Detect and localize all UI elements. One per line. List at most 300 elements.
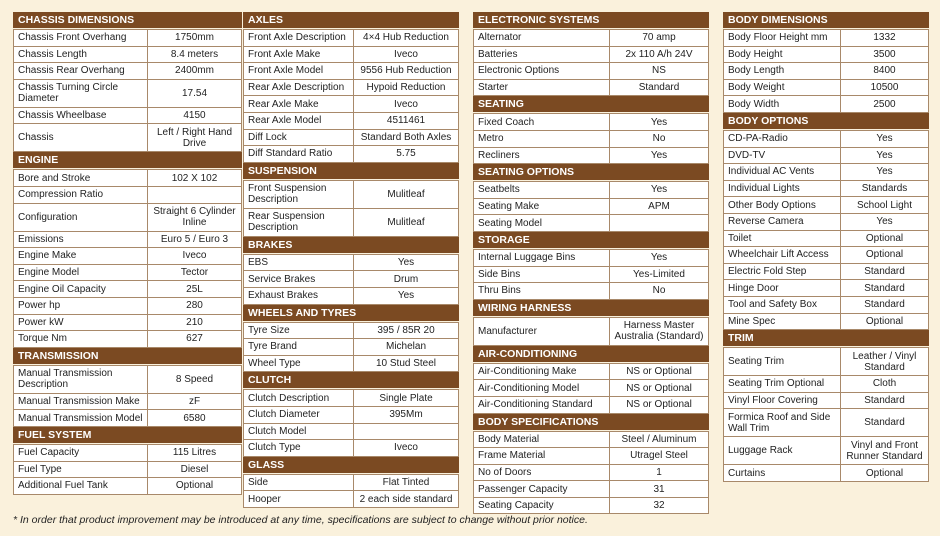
spec-row: [244, 287, 459, 304]
spec-value: Mulitleaf: [354, 180, 459, 208]
spec-value: 31: [610, 481, 709, 498]
spec-row: [474, 283, 709, 300]
spec-table: [473, 431, 709, 515]
spec-label: Front Suspension Description: [244, 180, 354, 208]
section-header: TRIM: [723, 330, 929, 347]
spec-label: Curtains: [724, 465, 841, 482]
spec-column-1: [13, 12, 242, 495]
spec-value: 2x 110 A/h 24V: [610, 46, 709, 63]
spec-label: Reverse Camera: [724, 213, 841, 230]
spec-value: Tector: [148, 264, 242, 281]
spec-label: Chassis Front Overhang: [14, 30, 148, 47]
spec-value: 3500: [841, 46, 929, 63]
spec-label: Tool and Safety Box: [724, 296, 841, 313]
spec-section: [243, 305, 459, 373]
spec-value: Iveco: [354, 96, 459, 113]
spec-row: [724, 130, 929, 147]
section-header: ELECTRONIC SYSTEMS: [473, 12, 709, 29]
spec-value: Utragel Steel: [610, 448, 709, 465]
spec-row: [724, 63, 929, 80]
spec-value: Yes: [610, 249, 709, 266]
spec-value: No: [610, 283, 709, 300]
section-header: WHEELS AND TYRES: [243, 305, 459, 322]
spec-row: [14, 63, 242, 80]
spec-section: [723, 12, 929, 113]
spec-row: [474, 249, 709, 266]
spec-value: Optional: [841, 230, 929, 247]
spec-value: 395Mm: [354, 406, 459, 423]
spec-label: Service Brakes: [244, 271, 354, 288]
spec-label: Chassis: [14, 124, 148, 152]
spec-value: 2 each side standard: [354, 491, 459, 508]
spec-value: 1: [610, 464, 709, 481]
section-header: GLASS: [243, 457, 459, 474]
spec-row: [14, 478, 242, 495]
spec-row: [244, 491, 459, 508]
spec-label: Mine Spec: [724, 313, 841, 330]
spec-row: [14, 107, 242, 124]
spec-value: 8 Speed: [148, 365, 242, 393]
spec-section: [13, 348, 242, 427]
spec-row: [244, 254, 459, 271]
spec-value: [610, 215, 709, 232]
spec-label: Tyre Size: [244, 322, 354, 339]
spec-value: 10 Stud Steel: [354, 355, 459, 372]
spec-label: Engine Model: [14, 264, 148, 281]
spec-label: Wheel Type: [244, 355, 354, 372]
spec-row: [14, 231, 242, 248]
section-header: FUEL SYSTEM: [13, 427, 242, 444]
spec-value: 4150: [148, 107, 242, 124]
spec-label: Wheelchair Lift Access: [724, 247, 841, 264]
spec-value: School Light: [841, 197, 929, 214]
spec-label: Starter: [474, 79, 610, 96]
spec-row: [724, 409, 929, 437]
spec-value: Hypoid Reduction: [354, 79, 459, 96]
spec-value: 9556 Hub Reduction: [354, 63, 459, 80]
spec-column-3: [473, 12, 709, 514]
spec-label: Fixed Coach: [474, 114, 610, 131]
spec-value: Yes: [610, 147, 709, 164]
spec-row: [724, 247, 929, 264]
spec-table: [243, 29, 459, 163]
spec-row: [724, 46, 929, 63]
spec-row: [14, 444, 242, 461]
spec-table: [473, 249, 709, 300]
spec-value: Yes: [354, 254, 459, 271]
spec-row: [244, 46, 459, 63]
spec-value: Optional: [841, 247, 929, 264]
spec-value: Iveco: [354, 46, 459, 63]
spec-label: Air-Conditioning Model: [474, 380, 610, 397]
spec-label: Alternator: [474, 30, 610, 47]
spec-table: [723, 347, 929, 482]
spec-row: [14, 264, 242, 281]
spec-row: [724, 437, 929, 465]
spec-label: Other Body Options: [724, 197, 841, 214]
spec-label: Seating Trim: [724, 348, 841, 376]
spec-row: [474, 396, 709, 413]
section-header: ENGINE: [13, 152, 242, 169]
spec-table: [473, 317, 709, 346]
spec-value: Michelan: [354, 339, 459, 356]
spec-row: [724, 96, 929, 113]
spec-value: 5.75: [354, 146, 459, 163]
spec-row: [724, 164, 929, 181]
spec-row: [724, 197, 929, 214]
spec-row: [14, 30, 242, 47]
spec-value: Yes: [610, 114, 709, 131]
spec-table: [473, 363, 709, 414]
spec-row: [724, 280, 929, 297]
spec-row: [244, 208, 459, 236]
spec-row: [724, 296, 929, 313]
spec-label: Fuel Capacity: [14, 444, 148, 461]
spec-label: Front Axle Make: [244, 46, 354, 63]
spec-label: No of Doors: [474, 464, 610, 481]
spec-label: Frame Material: [474, 448, 610, 465]
spec-label: Formica Roof and Side Wall Trim: [724, 409, 841, 437]
spec-row: [244, 146, 459, 163]
spec-value: Diesel: [148, 461, 242, 478]
spec-value: Standard: [841, 409, 929, 437]
spec-value: 6580: [148, 410, 242, 427]
spec-row: [724, 213, 929, 230]
spec-section: [723, 330, 929, 482]
spec-value: Yes: [841, 130, 929, 147]
spec-label: Body Material: [474, 431, 610, 448]
spec-label: Electric Fold Step: [724, 263, 841, 280]
spec-label: Torque Nm: [14, 331, 148, 348]
spec-value: NS or Optional: [610, 363, 709, 380]
spec-label: Vinyl Floor Covering: [724, 392, 841, 409]
section-header: BODY DIMENSIONS: [723, 12, 929, 29]
spec-value: Straight 6 Cylinder Inline: [148, 203, 242, 231]
spec-label: Side: [244, 474, 354, 491]
spec-label: Additional Fuel Tank: [14, 478, 148, 495]
spec-label: Power hp: [14, 297, 148, 314]
spec-section: [473, 164, 709, 232]
spec-label: Manual Transmission Model: [14, 410, 148, 427]
spec-row: [724, 313, 929, 330]
spec-row: [244, 440, 459, 457]
spec-value: 8400: [841, 63, 929, 80]
spec-row: [474, 497, 709, 514]
spec-section: [243, 237, 459, 305]
spec-row: [724, 376, 929, 393]
spec-value: 627: [148, 331, 242, 348]
spec-table: [723, 29, 929, 113]
spec-table: [473, 181, 709, 232]
spec-value: Drum: [354, 271, 459, 288]
spec-label: Individual AC Vents: [724, 164, 841, 181]
spec-label: Seating Trim Optional: [724, 376, 841, 393]
spec-value: 17.54: [148, 79, 242, 107]
spec-label: Recliners: [474, 147, 610, 164]
spec-label: Side Bins: [474, 266, 610, 283]
spec-label: Internal Luggage Bins: [474, 249, 610, 266]
spec-row: [244, 112, 459, 129]
spec-row: [474, 266, 709, 283]
spec-section: [473, 414, 709, 515]
spec-value: Yes: [610, 182, 709, 199]
spec-table: [243, 254, 459, 305]
section-header: BRAKES: [243, 237, 459, 254]
spec-value: 4511461: [354, 112, 459, 129]
spec-row: [14, 281, 242, 298]
spec-table: [13, 169, 242, 347]
section-header: SEATING: [473, 96, 709, 113]
spec-column-2: [243, 12, 459, 508]
spec-row: [14, 331, 242, 348]
spec-label: Front Axle Model: [244, 63, 354, 80]
spec-row: [244, 129, 459, 146]
spec-section: [473, 12, 709, 96]
spec-label: Seating Capacity: [474, 497, 610, 514]
spec-label: Body Height: [724, 46, 841, 63]
spec-table: [473, 113, 709, 164]
spec-label: Configuration: [14, 203, 148, 231]
spec-label: Chassis Length: [14, 46, 148, 63]
spec-row: [474, 46, 709, 63]
spec-label: Body Floor Height mm: [724, 30, 841, 47]
spec-section: [473, 96, 709, 164]
spec-value: Left / Right Hand Drive: [148, 124, 242, 152]
spec-value: NS: [610, 63, 709, 80]
spec-label: Tyre Brand: [244, 339, 354, 356]
spec-row: [14, 461, 242, 478]
spec-value: Yes: [841, 147, 929, 164]
spec-label: Emissions: [14, 231, 148, 248]
spec-label: Individual Lights: [724, 180, 841, 197]
spec-value: Leather / Vinyl Standard: [841, 348, 929, 376]
spec-value: Flat Tinted: [354, 474, 459, 491]
spec-label: CD-PA-Radio: [724, 130, 841, 147]
spec-label: EBS: [244, 254, 354, 271]
spec-value: Standard: [841, 280, 929, 297]
spec-label: Seatbelts: [474, 182, 610, 199]
spec-label: Clutch Type: [244, 440, 354, 457]
section-header: TRANSMISSION: [13, 348, 242, 365]
spec-label: Power kW: [14, 314, 148, 331]
spec-row: [244, 423, 459, 440]
spec-value: [354, 423, 459, 440]
spec-row: [474, 448, 709, 465]
spec-value: 10500: [841, 79, 929, 96]
spec-label: Clutch Diameter: [244, 406, 354, 423]
spec-value: 25L: [148, 281, 242, 298]
spec-value: Iveco: [354, 440, 459, 457]
spec-value: Steel / Aluminum: [610, 431, 709, 448]
spec-value: Optional: [841, 465, 929, 482]
spec-row: [474, 79, 709, 96]
spec-section: [13, 427, 242, 495]
section-header: BODY OPTIONS: [723, 113, 929, 130]
spec-table: [13, 365, 242, 427]
spec-value: zF: [148, 393, 242, 410]
spec-label: Front Axle Description: [244, 30, 354, 47]
spec-value: 210: [148, 314, 242, 331]
spec-row: [474, 198, 709, 215]
spec-row: [474, 431, 709, 448]
spec-row: [724, 79, 929, 96]
spec-row: [14, 186, 242, 203]
spec-label: Rear Axle Make: [244, 96, 354, 113]
spec-label: Rear Suspension Description: [244, 208, 354, 236]
spec-row: [244, 30, 459, 47]
spec-label: Manual Transmission Description: [14, 365, 148, 393]
spec-section: [13, 12, 242, 152]
spec-value: Optional: [841, 313, 929, 330]
spec-label: Chassis Rear Overhang: [14, 63, 148, 80]
spec-row: [14, 314, 242, 331]
spec-value: APM: [610, 198, 709, 215]
spec-value: Optional: [148, 478, 242, 495]
spec-row: [724, 465, 929, 482]
spec-label: Body Length: [724, 63, 841, 80]
spec-row: [474, 147, 709, 164]
spec-value: Standard: [841, 392, 929, 409]
spec-row: [724, 180, 929, 197]
spec-row: [474, 215, 709, 232]
spec-label: Engine Make: [14, 248, 148, 265]
spec-label: Electronic Options: [474, 63, 610, 80]
section-header: SEATING OPTIONS: [473, 164, 709, 181]
spec-row: [474, 63, 709, 80]
spec-section: [723, 113, 929, 330]
spec-table: [243, 474, 459, 508]
spec-row: [474, 114, 709, 131]
spec-row: [724, 30, 929, 47]
spec-table: [243, 322, 459, 373]
spec-row: [14, 365, 242, 393]
spec-section: [473, 346, 709, 414]
spec-label: Clutch Model: [244, 423, 354, 440]
spec-table: [723, 130, 929, 330]
spec-row: [14, 393, 242, 410]
spec-value: Yes: [841, 213, 929, 230]
spec-value: Standard: [841, 263, 929, 280]
spec-label: Manufacturer: [474, 317, 610, 345]
spec-row: [474, 30, 709, 47]
spec-row: [244, 96, 459, 113]
spec-row: [244, 322, 459, 339]
spec-label: Toilet: [724, 230, 841, 247]
spec-value: Euro 5 / Euro 3: [148, 231, 242, 248]
spec-section: [243, 372, 459, 456]
spec-row: [14, 79, 242, 107]
spec-row: [244, 390, 459, 407]
spec-value: Harness Master Australia (Standard): [610, 317, 709, 345]
spec-row: [244, 339, 459, 356]
spec-label: Rear Axle Description: [244, 79, 354, 96]
spec-value: Yes-Limited: [610, 266, 709, 283]
footnote: * In order that product improvement may be introduced at any time, specifications are subject to change without prior notice.: [13, 514, 588, 526]
spec-value: Yes: [354, 287, 459, 304]
spec-value: 32: [610, 497, 709, 514]
spec-label: Air-Conditioning Standard: [474, 396, 610, 413]
spec-label: Chassis Wheelbase: [14, 107, 148, 124]
spec-label: Thru Bins: [474, 283, 610, 300]
spec-row: [14, 410, 242, 427]
spec-row: [474, 481, 709, 498]
spec-row: [474, 363, 709, 380]
spec-row: [244, 63, 459, 80]
spec-value: Single Plate: [354, 390, 459, 407]
spec-table: [473, 29, 709, 96]
spec-label: Rear Axle Model: [244, 112, 354, 129]
spec-label: Clutch Description: [244, 390, 354, 407]
spec-label: Bore and Stroke: [14, 170, 148, 187]
spec-row: [14, 203, 242, 231]
spec-value: 2400mm: [148, 63, 242, 80]
spec-value: 280: [148, 297, 242, 314]
spec-label: Luggage Rack: [724, 437, 841, 465]
spec-value: [148, 186, 242, 203]
spec-row: [244, 180, 459, 208]
spec-row: [724, 230, 929, 247]
spec-value: Mulitleaf: [354, 208, 459, 236]
spec-label: Compression Ratio: [14, 186, 148, 203]
spec-value: 395 / 85R 20: [354, 322, 459, 339]
spec-value: Iveco: [148, 248, 242, 265]
spec-label: Metro: [474, 130, 610, 147]
spec-label: Passenger Capacity: [474, 481, 610, 498]
spec-row: [474, 317, 709, 345]
spec-value: 8.4 meters: [148, 46, 242, 63]
spec-row: [724, 263, 929, 280]
spec-row: [244, 406, 459, 423]
spec-row: [474, 464, 709, 481]
spec-value: 70 amp: [610, 30, 709, 47]
spec-value: 102 X 102: [148, 170, 242, 187]
spec-row: [14, 46, 242, 63]
spec-row: [14, 248, 242, 265]
spec-value: 1750mm: [148, 30, 242, 47]
spec-label: DVD-TV: [724, 147, 841, 164]
spec-value: 4×4 Hub Reduction: [354, 30, 459, 47]
spec-label: Hinge Door: [724, 280, 841, 297]
spec-table: [13, 29, 242, 152]
spec-row: [474, 380, 709, 397]
spec-label: Engine Oil Capacity: [14, 281, 148, 298]
spec-table: [13, 444, 242, 495]
spec-value: Standard: [610, 79, 709, 96]
spec-label: Air-Conditioning Make: [474, 363, 610, 380]
spec-label: Diff Lock: [244, 129, 354, 146]
spec-column-4: [723, 12, 929, 482]
spec-row: [724, 348, 929, 376]
spec-label: Hooper: [244, 491, 354, 508]
spec-row: [244, 271, 459, 288]
spec-label: Body Weight: [724, 79, 841, 96]
spec-section: [243, 457, 459, 508]
spec-label: Chassis Turning Circle Diameter: [14, 79, 148, 107]
spec-label: Batteries: [474, 46, 610, 63]
section-header: AIR-CONDITIONING: [473, 346, 709, 363]
spec-value: Standard: [841, 296, 929, 313]
spec-value: Vinyl and Front Runner Standard: [841, 437, 929, 465]
spec-row: [244, 355, 459, 372]
spec-table: [243, 389, 459, 456]
spec-section: [243, 163, 459, 237]
spec-row: [474, 130, 709, 147]
spec-label: Diff Standard Ratio: [244, 146, 354, 163]
section-header: CLUTCH: [243, 372, 459, 389]
spec-section: [473, 300, 709, 346]
spec-label: Seating Model: [474, 215, 610, 232]
spec-row: [724, 392, 929, 409]
